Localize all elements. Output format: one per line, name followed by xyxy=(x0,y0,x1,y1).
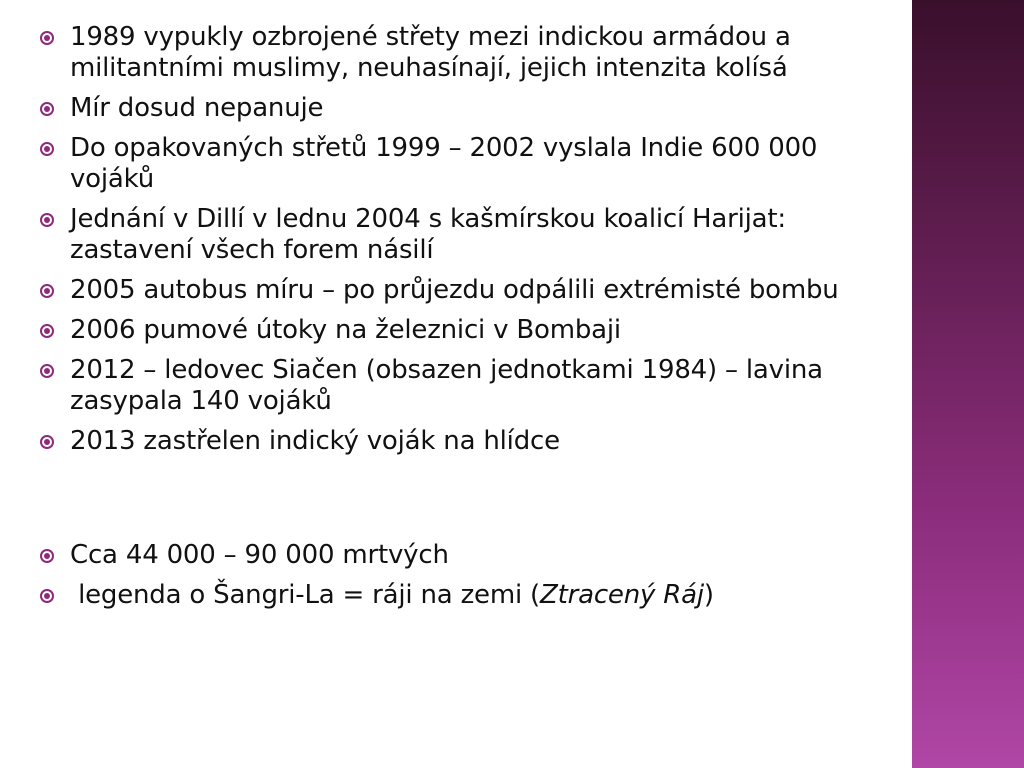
circle-bullet-icon xyxy=(40,213,54,227)
bullet-item xyxy=(38,275,906,306)
bullet-text-italic: Ztracený Ráj xyxy=(540,580,704,610)
bullet-item xyxy=(38,540,906,571)
bullet-text: Cca 44 000 – 90 000 mrtvých xyxy=(70,540,449,570)
circle-bullet-icon xyxy=(40,102,54,116)
bullet-item xyxy=(38,22,906,84)
bullet-item xyxy=(38,93,906,124)
circle-bullet-icon xyxy=(40,324,54,338)
circle-bullet-icon xyxy=(40,435,54,449)
bullet-text: 2006 pumové útoky na železnici v Bombaji xyxy=(70,315,621,345)
bullet-text: 2012 – ledovec Siačen (obsazen jednotkami 1984) – lavina zasypala 140 vojáků xyxy=(70,355,823,416)
bullet-text: 2013 zastřelen indický voják na hlídce xyxy=(70,426,560,456)
circle-bullet-icon xyxy=(40,589,54,603)
bullet-item xyxy=(38,580,906,611)
bullet-text: 2005 autobus míru – po průjezdu odpálili extrémisté bombu xyxy=(70,275,839,305)
bullet-text-after: ) xyxy=(703,580,714,610)
bullet-list xyxy=(38,22,906,611)
bullet-text: Mír dosud nepanuje xyxy=(70,93,324,123)
circle-bullet-icon xyxy=(40,142,54,156)
bullet-text: Jednání v Dillí v lednu 2004 s kašmírskou koalicí Harijat: zastavení všech forem násilí xyxy=(70,204,786,265)
bullet-item xyxy=(38,355,906,417)
circle-bullet-icon xyxy=(40,549,54,563)
bullet-item xyxy=(38,204,906,266)
bullet-text: 1989 vypukly ozbrojené střety mezi indickou armádou a militantními muslimy, neuhasínají, jejich intenzita kolísá xyxy=(70,22,791,83)
bullet-text-before: legenda o Šangri-La = ráji na zemi ( xyxy=(70,580,540,610)
bullet-item xyxy=(38,426,906,457)
bullet-item xyxy=(38,315,906,346)
bullet-text: Do opakovaných střetů 1999 – 2002 vyslala Indie 600 000 vojáků xyxy=(70,133,818,194)
decorative-side-band xyxy=(912,0,1024,768)
circle-bullet-icon xyxy=(40,31,54,45)
bullet-item xyxy=(38,133,906,195)
circle-bullet-icon xyxy=(40,364,54,378)
circle-bullet-icon xyxy=(40,284,54,298)
slide-content xyxy=(38,22,906,620)
